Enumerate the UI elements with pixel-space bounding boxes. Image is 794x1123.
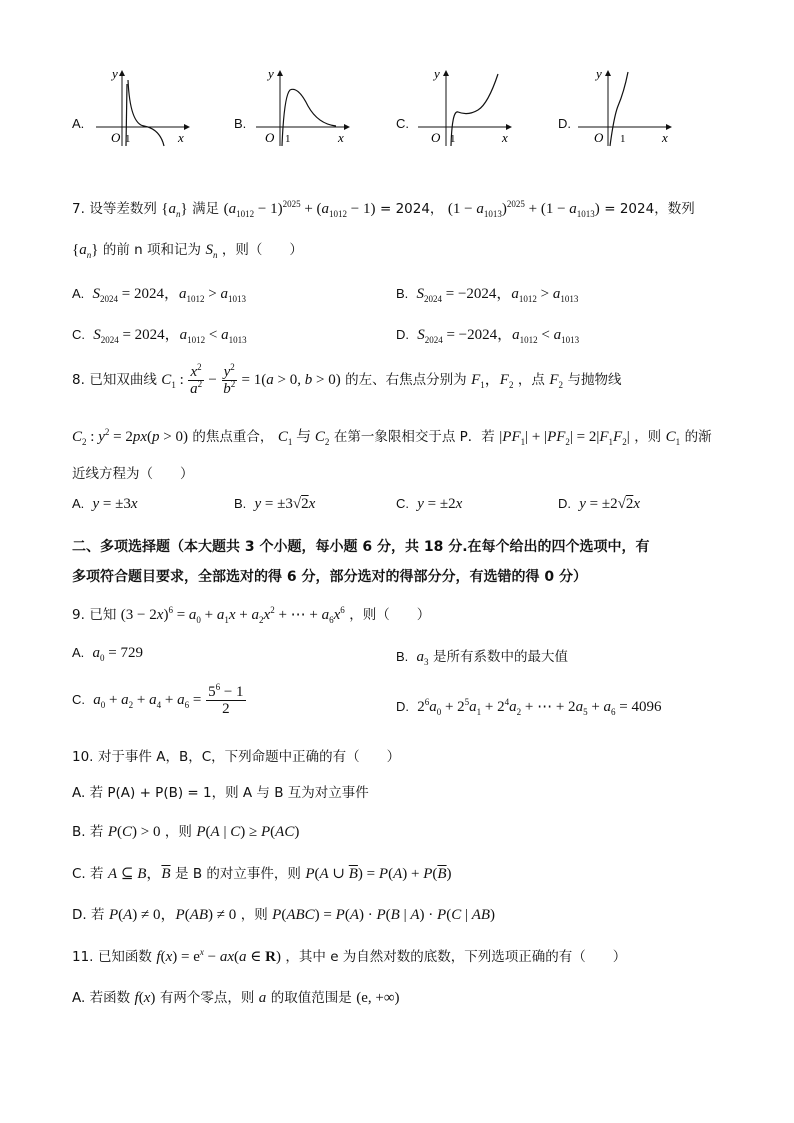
q10-option-d-cond: P(A) ≠ 0，P(AB) ≠ 0: [108, 907, 237, 923]
q7-option-b[interactable]: [396, 282, 578, 303]
q7-eq2-value: = 2024，数列: [604, 201, 695, 217]
q8-option-c-math: y = ±2x: [417, 496, 463, 512]
q6-b-one: 1: [285, 133, 291, 145]
q10-stem-text: 对于事件 A，B，C，下列命题中正确的有（ ）: [97, 749, 401, 765]
q6-graph-a: [92, 66, 192, 148]
q8-parabola-eq: $C_2$ : $y^2 = 2px(p > 0)$: [72, 427, 188, 447]
q10-option-b-result: P(A | C) ≥ P(AC): [196, 824, 300, 840]
q9-stem-prefix: 已知: [89, 607, 117, 623]
q8-option-b-math: y = ±3√2x: [254, 496, 316, 512]
q8-option-a[interactable]: [72, 496, 138, 513]
q6-d-y: y: [596, 66, 602, 81]
q11-option-a-mid: 有两个零点，则: [159, 990, 255, 1006]
q9-option-c-math: $a_0 + a_2 + a_4 + a_6$ = $\frac{5^6 - 1}{2}$: [93, 682, 244, 717]
q9-option-b[interactable]: [396, 645, 568, 666]
q6-option-d-label: D.: [558, 116, 571, 131]
q8-stem-line2: [72, 425, 712, 446]
q9-option-b-label: B.: [396, 649, 409, 664]
q6-a-one: 1: [125, 133, 131, 145]
q8-condition-eq: $|PF_1| + |PF_2| = 2|F_1F_2|$: [499, 429, 630, 447]
q9-option-c[interactable]: [72, 684, 247, 717]
q11-stem-mid: ，其中 e 为自然对数的底数，下列选项正确的有（ ）: [285, 949, 627, 965]
q10-option-c[interactable]: [72, 862, 452, 883]
q8-option-d[interactable]: [558, 496, 640, 513]
q9-option-d-label: D.: [396, 699, 409, 714]
q8-line2-end2: 的渐: [684, 429, 712, 445]
q9-option-a-label: A.: [72, 645, 85, 660]
q9-option-d[interactable]: [396, 697, 662, 716]
q11-stem: [72, 945, 626, 966]
q11-option-a-var: a: [258, 990, 267, 1006]
q10-option-d-mid: ，则: [240, 907, 268, 923]
q7-option-d-label: D.: [396, 327, 409, 342]
q7-line2-tail: 的前 n 项和记为: [102, 242, 201, 258]
q9-option-b-math: $a_3$: [416, 649, 429, 667]
q8-stem-f2: ，点: [517, 371, 545, 388]
q6-a-x: x: [178, 130, 184, 145]
q11-number: 11.: [72, 949, 94, 965]
q9-stem-end: ，则（ ）: [349, 607, 431, 623]
q7-option-c[interactable]: [72, 323, 247, 344]
q8-option-a-label: A.: [72, 496, 85, 511]
q11-stem-prefix: 已知函数: [97, 949, 152, 965]
q6-graph-d: [574, 66, 674, 148]
q7-seq-symbol: $\{a_n\}$: [161, 201, 188, 219]
q6-a-origin: O: [111, 130, 121, 145]
q9-option-a[interactable]: [72, 645, 143, 662]
q8-option-c-label: C.: [396, 496, 409, 511]
q8-stem-line3: 近线方程为（ ）: [72, 466, 194, 482]
q7-option-c-label: C.: [72, 327, 85, 342]
q7-option-c-math: $S_{2024} = 2024$，$a_{1012} < a_{1013}$: [93, 327, 247, 345]
q7-eq1-value: = 2024，: [379, 201, 444, 217]
q6-graph-b: [252, 66, 352, 148]
q7-option-a[interactable]: [72, 282, 246, 303]
q7-stem-mid: 满足: [192, 201, 220, 217]
q6-option-a-label: A.: [72, 116, 85, 131]
q10-option-d-label: D. 若: [72, 907, 105, 923]
q7-number: 7.: [72, 201, 85, 217]
q7-stem-line1: [72, 197, 695, 218]
q11-option-a-prefix: A. 若函数: [72, 990, 131, 1006]
q10-number: 10.: [72, 749, 94, 765]
q9-expansion-eq: $(3 - 2x)^6 = a_0 + a_1x + a_2x^2$ + ⋯ + $a_6x^6$: [120, 605, 345, 625]
q8-stem-prefix: 已知双曲线: [89, 371, 157, 388]
q7-equation-1: $(a_{1012} - 1)^{2025} + (a_{1012} - 1)$: [223, 199, 376, 219]
q6-d-one: 1: [620, 133, 626, 145]
q10-stem: [72, 745, 400, 765]
q6-b-origin: O: [265, 130, 275, 145]
q9-option-b-text: 是所有系数中的最大值: [432, 649, 568, 665]
q10-option-b-mid: ，则: [164, 824, 192, 840]
q10-option-b[interactable]: [72, 820, 299, 841]
q9-stem: [72, 603, 430, 624]
q6-b-x: x: [338, 130, 344, 145]
q7-equation-2: $(1 - a_{1013})^{2025} + (1 - a_{1013})$: [447, 199, 600, 219]
q8-number: 8.: [72, 371, 85, 388]
q8-stem-cond: 的左、右焦点分别为: [345, 371, 467, 388]
q8-stem-line1: [72, 364, 622, 397]
q6-graph-c: [414, 66, 514, 148]
q6-c-one: 1: [450, 133, 456, 145]
q7-option-b-math: $S_{2024} = -2024$，$a_{1012} > a_{1013}$: [416, 286, 579, 304]
q10-option-c-cond: A ⊆ B，$\overline{B}$: [107, 866, 171, 882]
q8-option-b-label: B.: [234, 496, 247, 511]
q11-function-def: $f(x) = e^x - ax(a$ ∈ R): [156, 947, 281, 965]
q8-option-d-math: y = ±2√2x: [579, 496, 640, 512]
q10-option-c-result: P(A ∪ $\overline{B}) = P(A) + P(\overline{B})$: [305, 866, 452, 882]
q8-stem-tail: 与抛物线: [567, 371, 622, 388]
q8-f1: $F_1$，$F_2$: [471, 371, 514, 390]
q7-stem-prefix: 设等差数列: [89, 201, 157, 217]
q7-option-d-math: $S_{2024} = -2024$，$a_{1012} < a_{1013}$: [417, 327, 580, 345]
q6-c-y: y: [434, 66, 440, 81]
q6-b-y: y: [268, 66, 274, 81]
q8-c1-c2: $C_1$ 与 $C_2$: [277, 429, 330, 447]
q9-option-c-label: C.: [72, 691, 85, 707]
q7-option-b-label: B.: [396, 286, 409, 301]
q10-option-d-result: P(ABC) = P(A) · P(B | A) · P(C | AB): [272, 907, 496, 923]
q6-c-origin: O: [431, 130, 441, 145]
q8-option-a-math: y = ±3x: [92, 496, 138, 512]
section2-header-line1: 二、多项选择题（本大题共 3 个小题，每小题 6 分，共 18 分.在每个给出的四个选项中，有: [72, 539, 650, 555]
q8-line2-end: ，则: [634, 429, 662, 445]
q8-hyperbola-eq: $C_1$ : $\frac{x^2}{a^2}$ − $\frac{y^2}{b^2}$ = 1(a > 0, b > 0): [161, 362, 341, 397]
q7-line2-end: ，则（ ）: [221, 242, 303, 258]
q6-c-x: x: [502, 130, 508, 145]
q7-option-a-math: $S_{2024} = 2024$，$a_{1012} > a_{1013}$: [92, 286, 246, 304]
q10-option-b-cond: P(C) > 0: [107, 824, 161, 840]
q9-option-a-math: $a_0 = 729$: [92, 645, 143, 663]
q10-option-a[interactable]: A. 若 P(A) + P(B) = 1，则 A 与 B 互为对立事件: [72, 785, 369, 801]
q9-number: 9.: [72, 607, 85, 623]
q11-option-a[interactable]: [72, 986, 400, 1007]
q10-option-d[interactable]: [72, 903, 495, 924]
q10-option-c-label: C. 若: [72, 866, 104, 882]
q8-option-c[interactable]: [396, 496, 462, 513]
q8-line2-mid: 的焦点重合，: [192, 429, 274, 445]
q10-option-c-mid: 是 B 的对立事件，则: [175, 866, 301, 882]
q10-option-b-label: B. 若: [72, 824, 104, 840]
q7-option-d[interactable]: [396, 323, 579, 344]
q8-f2: $F_2$: [549, 371, 564, 390]
q11-option-a-range: (e, +∞): [356, 990, 400, 1006]
q8-option-b[interactable]: [234, 496, 315, 513]
q7-stem-line2: [72, 238, 303, 259]
section2-header-line2: 多项符合题目要求，全部选对的得 6 分，部分选对的得部分分，有选错的得 0 分）: [72, 569, 587, 585]
q8-c1-ref: $C_1$: [665, 429, 681, 447]
q8-option-d-label: D.: [558, 496, 571, 511]
q11-option-a-func: f(x): [134, 990, 156, 1006]
q6-d-x: x: [662, 130, 668, 145]
q7-option-a-label: A.: [72, 286, 85, 301]
q8-line2-mid2: 在第一象限相交于点 P．若: [333, 429, 495, 445]
q6-d-origin: O: [594, 130, 604, 145]
q11-option-a-mid2: 的取值范围是: [270, 990, 352, 1006]
q6-option-c-label: C.: [396, 116, 409, 131]
q9-option-d-math: $2^6a_0 + 2^5a_1 + 2^4a_2$ + ⋯ + $2a_5 + a_6 = 4096$: [413, 697, 662, 717]
q7-sum-symbol: $S_n$: [205, 242, 218, 260]
q6-a-y: y: [112, 66, 118, 81]
q7-seq-symbol-2: $\{a_n\}$: [72, 242, 99, 260]
q6-option-b-label: B.: [234, 116, 247, 131]
